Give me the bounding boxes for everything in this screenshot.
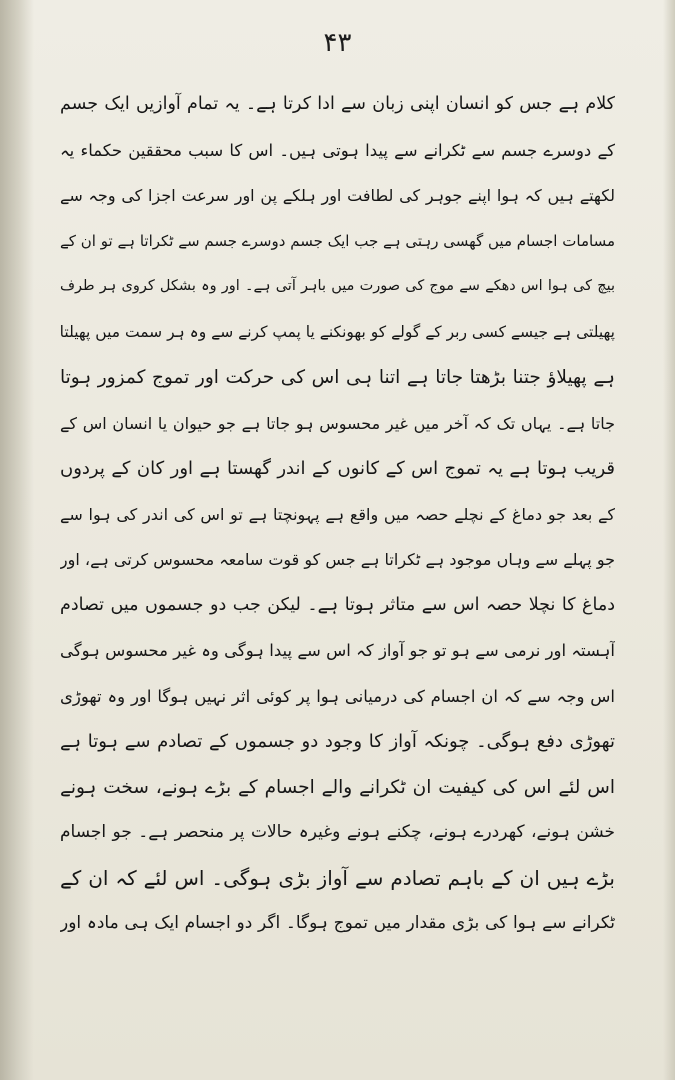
text-line: کے دوسرے جسم سے ٹکرانے سے پیدا ہوتی ہیں۔ اس کا سبب محققین حکماء یہ — [60, 140, 615, 160]
text-line: بڑے ہیں ان کے باہم تصادم سے آواز بڑی ہوگی۔ اس لئے کہ ان کے — [60, 865, 615, 890]
text-line: اس وجہ سے کہ ان اجسام کی درمیانی ہوا پر کوئی اثر نہیں ہوگا اور وہ تھوڑی — [60, 686, 615, 706]
text-line: آہستہ اور نرمی سے ہو تو جو آواز کہ اس سے پیدا ہوگی وہ غیر محسوس ہوگی — [60, 641, 615, 660]
body-text — [60, 82, 615, 947]
text-line: جاتا ہے۔ یہاں تک کہ آخر میں غیر محسوس ہو جاتا ہے جو حیوان یا انسان اس کے — [60, 413, 615, 433]
text-line: ہے پھیلاؤ جتنا بڑھتا جاتا ہے اتنا ہی اس کی حرکت اور تموج کمزور ہوتا — [60, 367, 615, 388]
text-line: ٹکرانے سے ہوا کی بڑی مقدار میں تموج ہوگا۔ اگر دو اجسام ایک ہی مادہ اور — [60, 913, 615, 933]
text-line: اس لئے اس کی کیفیت ان ٹکرانے والے اجسام کے بڑے ہونے، سخت ہونے — [60, 776, 615, 798]
text-line: قریب ہوتا ہے یہ تموج اس کے کانوں کے اندر گھستا ہے اور کان کے پردوں — [60, 458, 615, 479]
text-line: دماغ کا نچلا حصہ اس سے متاثر ہوتا ہے۔ لیکن جب دو جسموں میں تصادم — [60, 594, 615, 615]
text-line: مسامات اجسام میں گھسی رہتی ہے جب ایک جسم دوسرے جسم سے ٹکراتا ہے تو ان کے — [60, 231, 615, 250]
text-line: کلام ہے جس کو انسان اپنی زبان سے ادا کرتا ہے۔ یہ تمام آوازیں ایک جسم — [60, 94, 615, 114]
text-line: جو پہلے سے وہاں موجود ہے ٹکراتا ہے جس کو قوت سامعہ محسوس کرتی ہے، اور — [60, 550, 615, 569]
text-line: لکھتے ہیں کہ ہوا اپنے جوہر کی لطافت اور ہلکے پن اور سرعت اجزا کی وجہ سے — [60, 186, 615, 205]
text-line: تھوڑی دفع ہوگی۔ چونکہ آواز کا وجود دو جسموں کے تصادم سے ہوتا ہے — [60, 731, 615, 752]
text-line: پھیلتی ہے جیسے کسی ربر کے گولے کو بھونکنے یا پمپ کرنے سے وہ ہر سمت میں پھیلتا — [60, 322, 615, 341]
page-number: ۴۳ — [323, 28, 352, 58]
text-line: بیچ کی ہوا اس دھکے سے موج کی صورت میں باہر آتی ہے۔ اور وہ بشکل کروی ہر طرف — [60, 278, 615, 294]
text-line: خشن ہونے، کھردرے ہونے، چکنے ہونے وغیرہ حالات پر منحصر ہے۔ جو اجسام — [60, 822, 615, 842]
text-line: کے بعد جو دماغ کے نچلے حصہ میں واقع ہے پہونچتا ہے تو اس کی اندر کی ہوا سے — [60, 504, 615, 524]
